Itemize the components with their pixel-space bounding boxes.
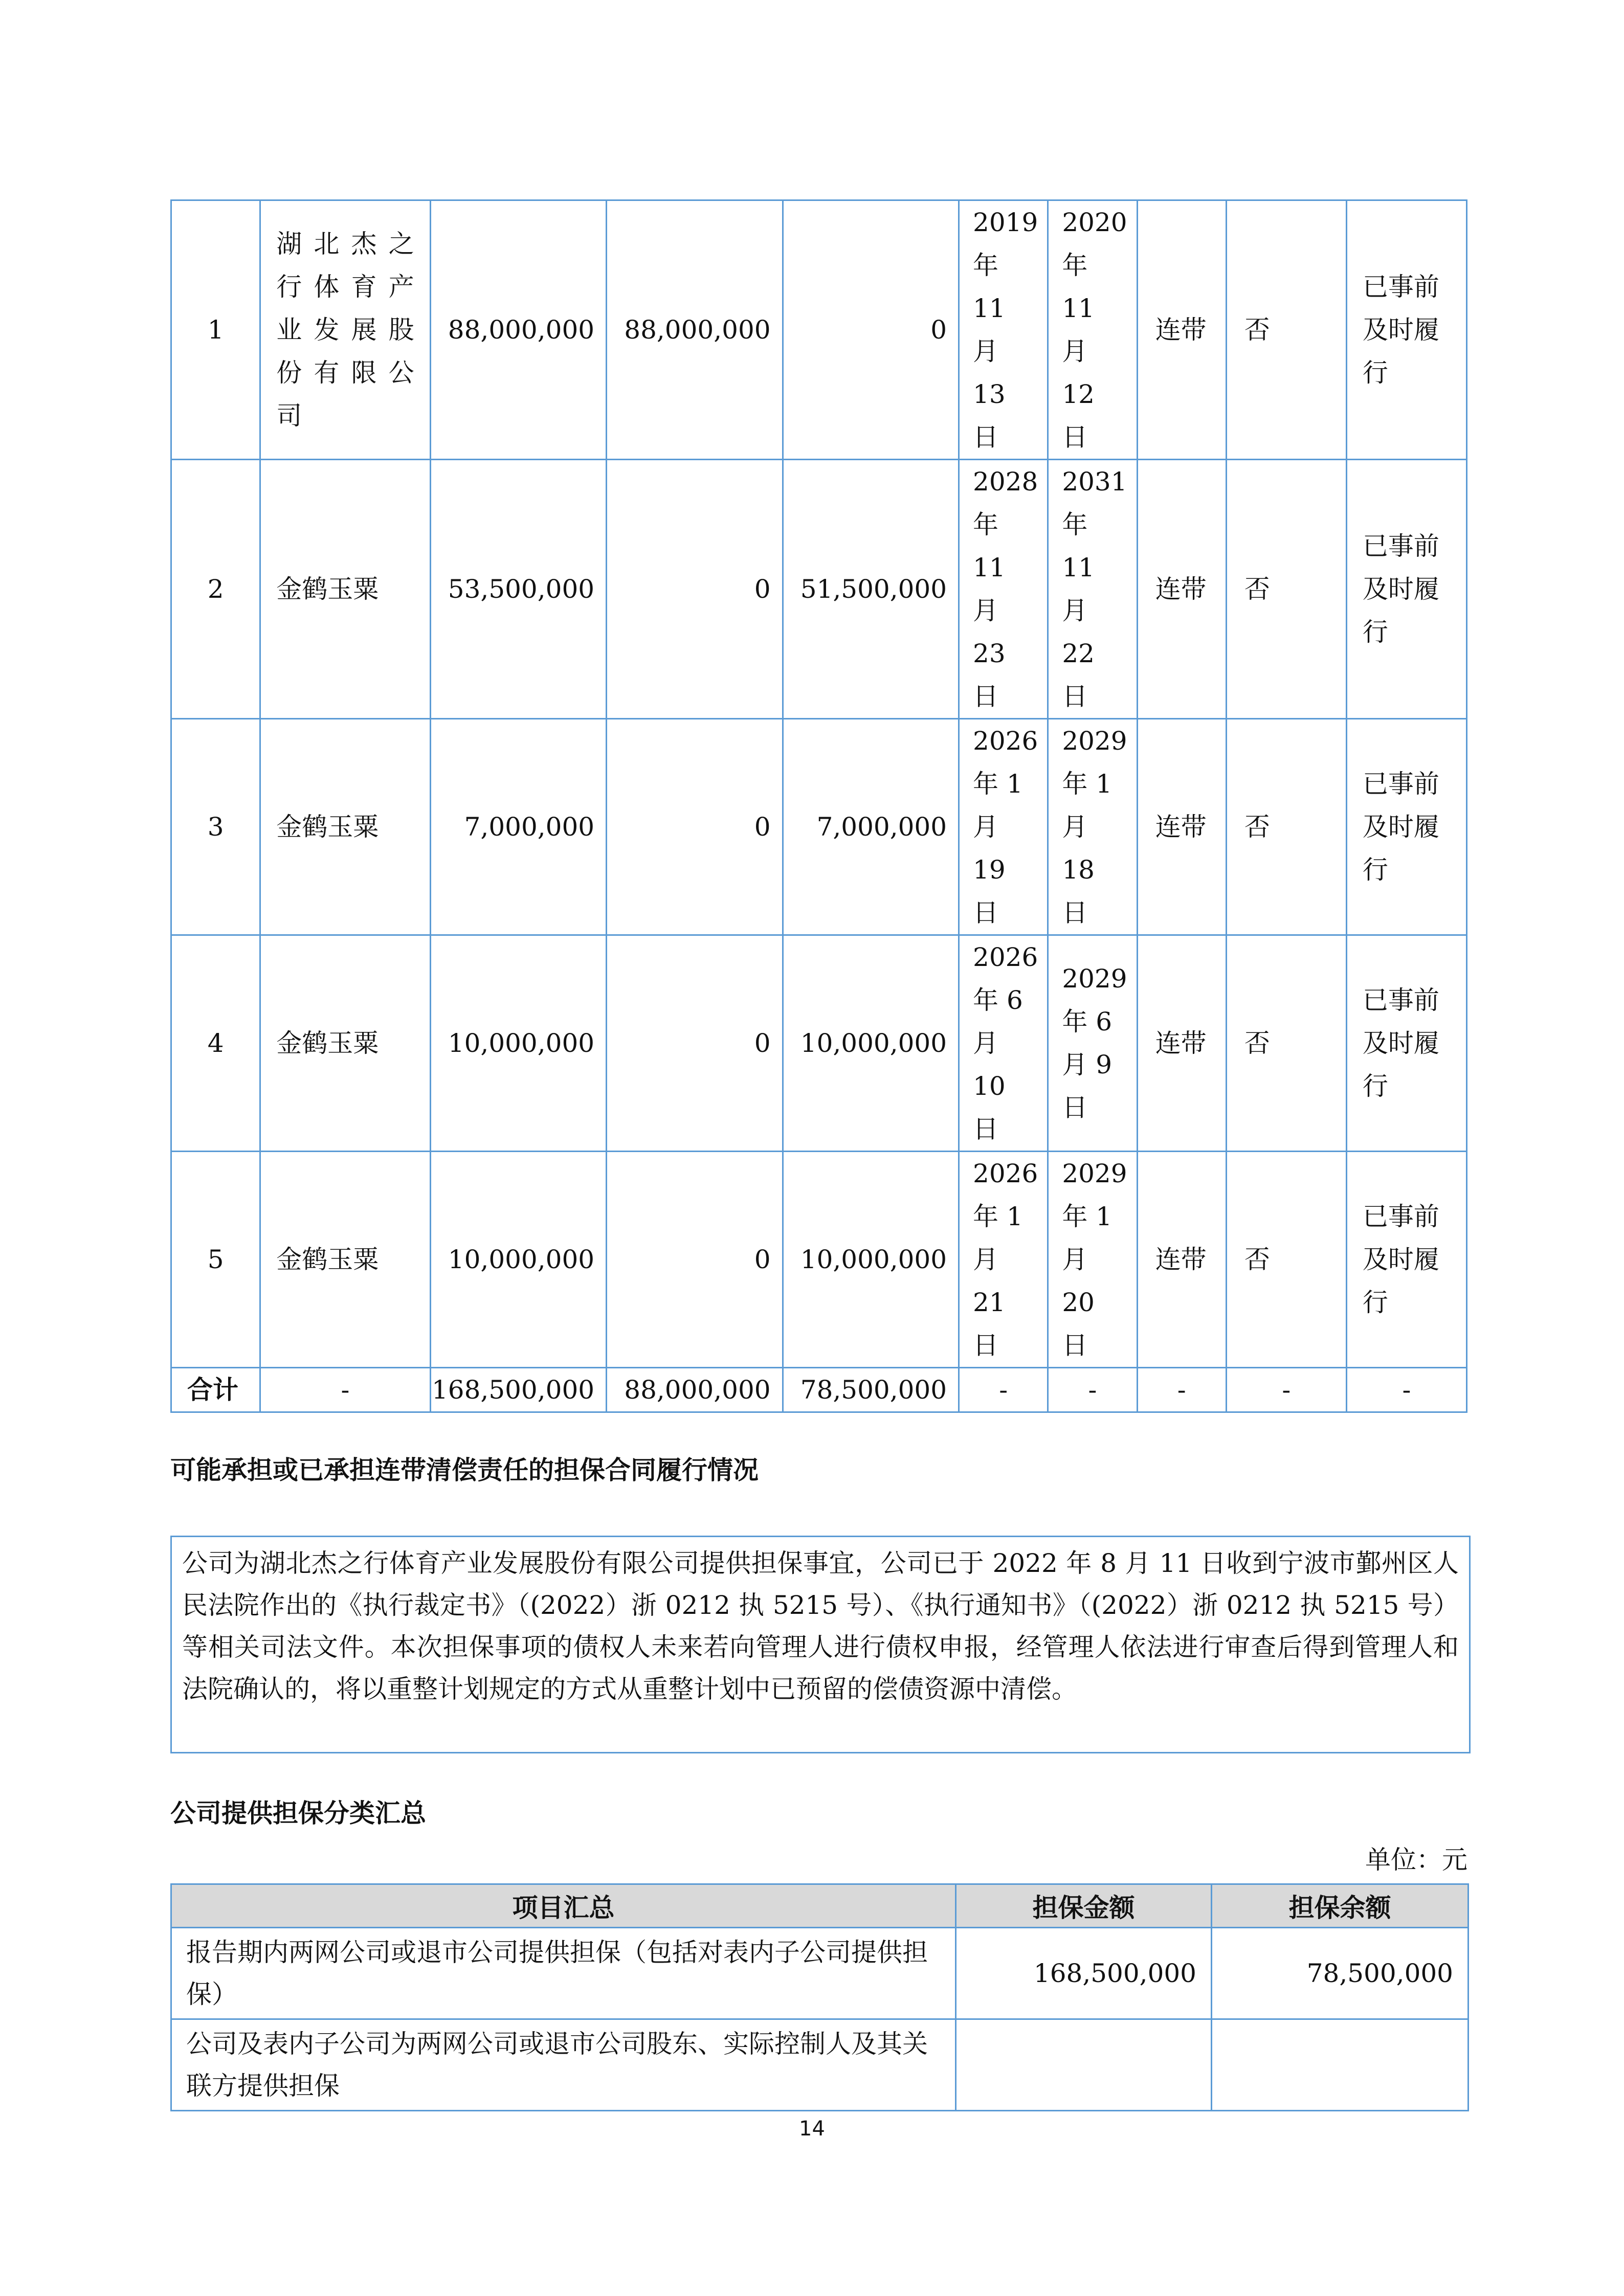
summary-item: 报告期内两网公司或退市公司提供担保（包括对表内子公司提供担保） — [171, 1928, 956, 2019]
row-number: 3 — [171, 719, 260, 935]
approval-status-line: 及时履 — [1362, 1245, 1439, 1274]
start-date — [959, 1152, 1048, 1368]
end-date-line: 日 — [1062, 422, 1088, 452]
guarantee-balance: 10,000,000 — [783, 935, 959, 1152]
actual-amount: 0 — [607, 460, 783, 719]
end-date-line: 18 — [1062, 855, 1095, 885]
start-date-line: 年 — [973, 251, 999, 280]
related-party: 否 — [1226, 1152, 1346, 1368]
obligor-name: 金鹤玉粟 — [260, 460, 430, 719]
total-actual-amount: 88,000,000 — [607, 1368, 783, 1412]
approval-status-line: 行 — [1362, 1288, 1388, 1317]
end-date — [1048, 935, 1137, 1152]
start-date — [959, 719, 1048, 935]
total-label: 合计 — [171, 1368, 260, 1412]
guarantee-row — [171, 719, 1467, 935]
start-date-line: 2026 — [973, 1159, 1038, 1188]
guarantee-amount: 88,000,000 — [430, 200, 606, 460]
joint-liability-text: 公司为湖北杰之行体育产业发展股份有限公司提供担保事宜，公司已于 2022 年 8 月 11 日收到宁波市鄞州区人民法院作出的《执行裁定书》（(2022）浙 0212 执 5215 号）、《执行通知书》（(2022）浙 0212 执 5215 号）等相关司法文件。本次担保事项的债权人未来若向管理人进行债权申报，经管理人依法进行审查后得到管理人和法院确认的，将以重整计划规定的方式从重整计划中已预留的偿债资源中清偿。 — [182, 1548, 1459, 1704]
start-date-line: 月 — [973, 596, 999, 625]
start-date — [959, 460, 1048, 719]
summary-header-amount: 担保金额 — [956, 1884, 1212, 1928]
start-date-line: 2019 — [973, 208, 1038, 237]
start-date-line: 21 — [973, 1288, 1006, 1317]
start-date-line: 日 — [973, 1114, 999, 1144]
related-party: 否 — [1226, 200, 1346, 460]
related-party: 否 — [1226, 719, 1346, 935]
approval-status-line: 已事前 — [1362, 769, 1439, 799]
total-related-party: - — [1226, 1368, 1346, 1412]
start-date-line: 10 — [973, 1071, 1006, 1101]
end-date-line: 月 9 — [1062, 1050, 1113, 1079]
start-date — [959, 200, 1048, 460]
actual-amount: 0 — [607, 1152, 783, 1368]
guarantee-balance: 51,500,000 — [783, 460, 959, 719]
end-date-line: 2029 — [1062, 964, 1127, 994]
approval-status-line: 已事前 — [1362, 272, 1439, 302]
total-obligor: - — [260, 1368, 430, 1412]
approval-status-line: 行 — [1362, 358, 1388, 388]
summary-header-balance: 担保余额 — [1212, 1884, 1469, 1928]
guarantee-type: 连带 — [1137, 200, 1226, 460]
total-status: - — [1346, 1368, 1466, 1412]
start-date-line: 日 — [973, 422, 999, 452]
guarantee-balance: 7,000,000 — [783, 719, 959, 935]
summary-heading: 公司提供担保分类汇总 — [170, 1798, 426, 1828]
approval-status-line: 已事前 — [1362, 531, 1439, 561]
summary-amount — [956, 2019, 1212, 2111]
start-date-line: 2026 — [973, 942, 1038, 972]
end-date-line: 日 — [1062, 682, 1088, 711]
start-date-line: 日 — [973, 1331, 999, 1360]
obligor-name: 金鹤玉粟 — [260, 935, 430, 1152]
approval-status-line: 已事前 — [1362, 1202, 1439, 1231]
end-date — [1048, 200, 1137, 460]
start-date-line: 11 — [973, 553, 1006, 582]
guarantee-row — [171, 460, 1467, 719]
joint-liability-heading: 可能承担或已承担连带清偿责任的担保合同履行情况 — [170, 1455, 759, 1485]
approval-status — [1346, 200, 1466, 460]
total-balance: 78,500,000 — [783, 1368, 959, 1412]
related-party: 否 — [1226, 935, 1346, 1152]
guarantee-type: 连带 — [1137, 935, 1226, 1152]
approval-status-line: 及时履 — [1362, 315, 1439, 345]
end-date-line: 12 — [1062, 379, 1095, 409]
row-number: 2 — [171, 460, 260, 719]
start-date-line: 年 — [973, 510, 999, 539]
start-date-line: 2026 — [973, 726, 1038, 756]
start-date-line: 日 — [973, 898, 999, 928]
total-end: - — [1048, 1368, 1137, 1412]
guarantee-row — [171, 200, 1467, 460]
start-date-line: 13 — [973, 379, 1006, 409]
summary-row — [171, 1928, 1469, 2019]
actual-amount: 88,000,000 — [607, 200, 783, 460]
approval-status-line: 行 — [1362, 617, 1388, 647]
summary-amount: 168,500,000 — [956, 1928, 1212, 2019]
total-guarantee-amount: 168,500,000 — [430, 1368, 606, 1412]
end-date-line: 年 6 — [1062, 1007, 1113, 1037]
approval-status — [1346, 1152, 1466, 1368]
start-date-line: 年 6 — [973, 985, 1023, 1015]
row-number: 1 — [171, 200, 260, 460]
end-date — [1048, 460, 1137, 719]
unit-label: 单位：元 — [1365, 1845, 1467, 1875]
end-date-line: 年 1 — [1062, 769, 1113, 799]
summary-balance: 78,500,000 — [1212, 1928, 1469, 2019]
end-date-line: 22 — [1062, 639, 1095, 668]
obligor-name: 湖北杰之行体育产业发展股份有限公司 — [260, 200, 430, 460]
approval-status-line: 行 — [1362, 855, 1388, 885]
guarantee-amount: 10,000,000 — [430, 1152, 606, 1368]
end-date-line: 2029 — [1062, 1159, 1127, 1188]
row-number: 4 — [171, 935, 260, 1152]
guarantee-type: 连带 — [1137, 719, 1226, 935]
end-date — [1048, 1152, 1137, 1368]
end-date-line: 日 — [1062, 1093, 1088, 1122]
end-date — [1048, 719, 1137, 935]
obligor-name: 金鹤玉粟 — [260, 1152, 430, 1368]
obligor-name: 金鹤玉粟 — [260, 719, 430, 935]
summary-row — [171, 2019, 1469, 2111]
summary-balance — [1212, 2019, 1469, 2111]
guarantee-type: 连带 — [1137, 1152, 1226, 1368]
guarantee-balance: 10,000,000 — [783, 1152, 959, 1368]
end-date-line: 月 — [1062, 1245, 1088, 1274]
joint-liability-note — [170, 1536, 1471, 1753]
summary-header-row — [171, 1884, 1469, 1928]
guarantee-row — [171, 1152, 1467, 1368]
guarantee-balance: 0 — [783, 200, 959, 460]
start-date-line: 月 — [973, 812, 999, 842]
approval-status-line: 行 — [1362, 1071, 1388, 1101]
end-date-line: 年 1 — [1062, 1202, 1113, 1231]
guarantee-row — [171, 935, 1467, 1152]
row-number: 5 — [171, 1152, 260, 1368]
approval-status-line: 及时履 — [1362, 574, 1439, 604]
start-date-line: 日 — [973, 682, 999, 711]
end-date-line: 月 — [1062, 812, 1088, 842]
approval-status-line: 已事前 — [1362, 985, 1439, 1015]
end-date-line: 2031 — [1062, 467, 1127, 497]
related-party: 否 — [1226, 460, 1346, 719]
end-date-line: 20 — [1062, 1288, 1095, 1317]
end-date-line: 11 — [1062, 294, 1095, 323]
actual-amount: 0 — [607, 719, 783, 935]
end-date-line: 2020 — [1062, 208, 1127, 237]
total-type: - — [1137, 1368, 1226, 1412]
guarantee-amount: 53,500,000 — [430, 460, 606, 719]
summary-item: 公司及表内子公司为两网公司或退市公司股东、实际控制人及其关联方提供担保 — [171, 2019, 956, 2111]
start-date-line: 2028 — [973, 467, 1038, 497]
end-date-line: 月 — [1062, 596, 1088, 625]
start-date-line: 年 1 — [973, 1202, 1023, 1231]
start-date-line: 月 — [973, 1245, 999, 1274]
start-date-line: 11 — [973, 294, 1006, 323]
end-date-line: 日 — [1062, 1331, 1088, 1360]
guarantee-amount: 10,000,000 — [430, 935, 606, 1152]
start-date-line: 19 — [973, 855, 1006, 885]
guarantee-type: 连带 — [1137, 460, 1226, 719]
start-date-line: 年 1 — [973, 769, 1023, 799]
end-date-line: 月 — [1062, 336, 1088, 366]
end-date-line: 11 — [1062, 553, 1095, 582]
approval-status — [1346, 935, 1466, 1152]
end-date-line: 年 — [1062, 251, 1088, 280]
guarantee-summary-table — [170, 1883, 1469, 2111]
total-row — [171, 1368, 1467, 1412]
approval-status-line: 及时履 — [1362, 812, 1439, 842]
start-date-line: 月 — [973, 336, 999, 366]
end-date-line: 年 — [1062, 510, 1088, 539]
approval-status — [1346, 719, 1466, 935]
start-date-line: 月 — [973, 1028, 999, 1058]
actual-amount: 0 — [607, 935, 783, 1152]
approval-status — [1346, 460, 1466, 719]
end-date-line: 2029 — [1062, 726, 1127, 756]
guarantee-amount: 7,000,000 — [430, 719, 606, 935]
summary-header-item: 项目汇总 — [171, 1884, 956, 1928]
start-date — [959, 935, 1048, 1152]
start-date-line: 23 — [973, 639, 1006, 668]
end-date-line: 日 — [1062, 898, 1088, 928]
guarantee-table-body — [171, 200, 1467, 1412]
approval-status-line: 及时履 — [1362, 1028, 1439, 1058]
total-start: - — [959, 1368, 1048, 1412]
guarantee-detail-table — [170, 199, 1467, 1413]
page-number: 14 — [799, 2117, 825, 2141]
